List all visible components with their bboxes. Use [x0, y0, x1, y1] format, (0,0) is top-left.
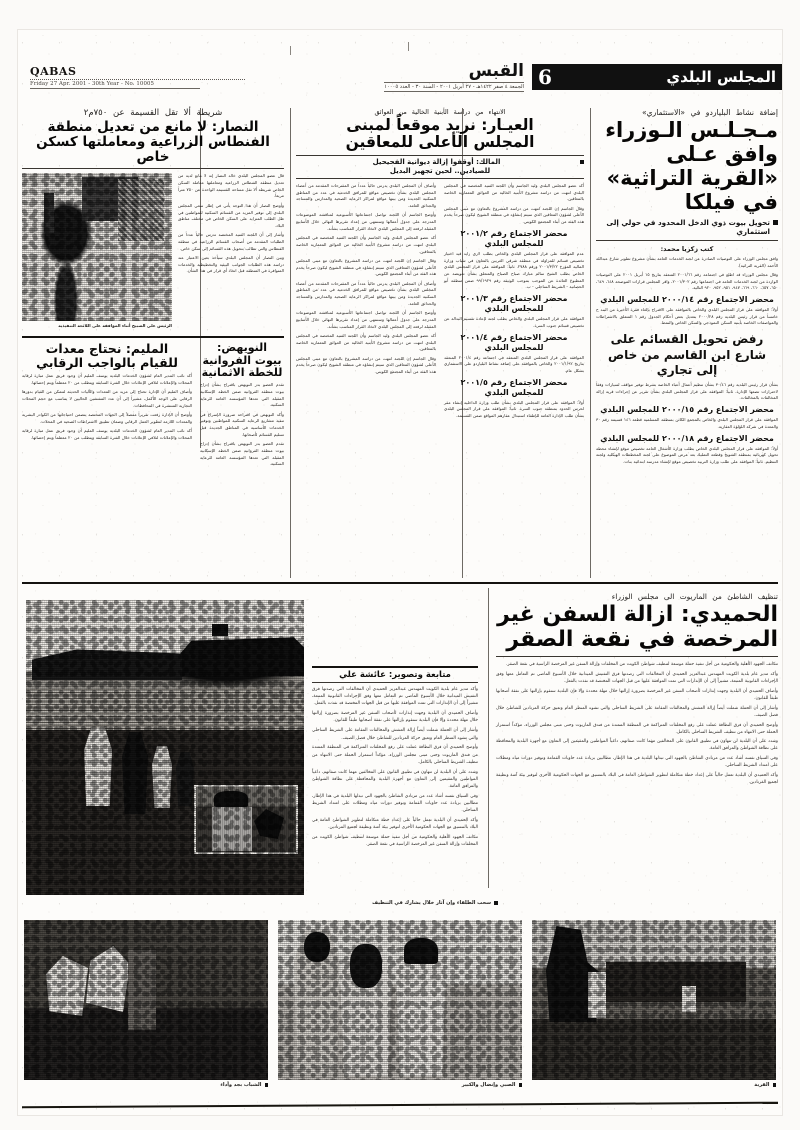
photo-machinery — [532, 920, 776, 1080]
secondary-left-paragraph: تقدم العضو بدر النويهض باقتراح بشأن إدراج بيوت منطقة الفروانية ضمن الخطة الإسكانية المقبلة التي تعدها المؤسسة العامة للرعاية السكنية. — [200, 382, 284, 408]
bottom-caption-left: الشباب بجد وأداء — [220, 1082, 262, 1088]
lead-subhead-big: رفض تحويل القسائم على شارع ابن القاسم من خاص إلى تجاري — [607, 332, 767, 378]
main-paragraph: وأوضح الحميدي أن فرق النظافة عملت على رفع المخلفات المتراكمة في المنطقة الممتدة من فندق الماريوت وحتى مبنى مجلس الوزراء، مؤكداً استمرار الحملة حتى الانتهاء من تنظيف الشريط الساحلي بالكامل. — [496, 722, 778, 735]
secondary-mid-headline-1: المليم: نحتاج معدات — [45, 341, 169, 357]
left-story — [22, 108, 284, 471]
main-paragraph: وأضاف الحميدي أن البلدية وجهت إنذارات لأصحاب السفن غير المرخصة بضرورة إزالتها خلال مهلة محددة وإلا فإن البلدية ستقوم بإزالتها على نفقة أصحابها طبقاً للقانون. — [496, 688, 778, 701]
round-bullet-icon — [494, 901, 498, 905]
section-flag — [532, 64, 782, 90]
hr — [312, 682, 478, 683]
secondary-mid-paragraph: أكد نائب المدير العام لشؤون الخدمات البلدية يوسف المليم أن وجود فريق عمل مبارة لرقابة المحلات والإعلانات لتلافي الإعلانات خلال الفترة السابقة ويتطلب من ٢٠ معظماً ويتم إحصائها. — [22, 428, 192, 440]
register-mark — [290, 46, 291, 55]
left-paragraph: وبين النصار أن المجلس البلدي سيأخذ بعين الاعتبار عند دراسة هذه الطلبات الجوانب البيئية والتخطيطية والخدمات المتوافرة في المنطقة قبل اتخاذ أي قرار في هذا الشأن. — [178, 255, 284, 274]
main-credit-paragraph: وأكد الحميدي أن البلدية تعمل حالياً على إعداد خطة متكاملة لتطوير الشواطئ العامة في البلاد بالتنسيق مع الجهات الحكومية الأخرى لتوفير بيئة آمنة ونظيفة لجميع المرتادين. — [312, 818, 478, 831]
center-col-right — [444, 183, 584, 423]
center-paragraph: أكد عضو المجلس البلدي وليد الجاسم وأن اللجنة الفنية المختصة في المجلس البلدي انتهت من دراسة مشروع الأبنية الخالية من العوائق المعمارية الخاصة بالمعاقين. — [296, 332, 436, 352]
left-paragraph: وأوضح النصار أن هذا التوجه يأتي في إطار سعي المجلس البلدي إلى توفير المزيد من القسائم السكنية للمواطنين في ظل الطلب المتزايد على السكن الخاص في مختلف مناطق البلاد. — [178, 202, 284, 228]
hr — [22, 168, 284, 169]
main-paragraph: وأكد مدير عام بلدية الكويت المهندس عبدالعزيز الحميدي أن المخالفات التي رصدتها فرق التفتيش الميدانية خلال الأسبوع الماضي تم التعامل معها وفق الإجراءات القانونية المتبعة، مشيراً إلى أن الإنذارات التي تمت الموافقة عليها من قبل الجهات المختصة قد نفذت بالفعل. — [496, 671, 778, 685]
center-paragraph: وقال الجاسم إن اللجنة انتهت من دراسة المشروع بالتعاون مع مبنى المجلس الأعلى لشؤون المعاقين الذي سيتم إنشاؤه في منطقة الشويخ ليكون صرحاً يخدم هذه الفئة من أبناء المجتمع الكويتي. — [296, 257, 436, 277]
bottom-photo-center-wrap — [278, 920, 522, 1092]
main-paragraph: وأشار إلى أن الحملة شملت أيضاً إزالة العشش والمخالفات المقامة على الشريط الساحلي والتي تشوه المنظر العام وتعيق حركة المرتادين للشاطئ خلال فصل الصيف. — [496, 705, 778, 718]
center-paragraph: وأضاف أن المجلس البلدي يدرس حالياً عدداً من المقترحات المقدمة من أعضاء المجلس البلدي بشأن تخصيص مواقع للمرافق الخدمية في عدد من المناطق السكنية الجديدة ومن بينها مواقع لمراكز الرعاية الصحية والمدارس والمساجد والحدائق العامة. — [296, 182, 436, 209]
left-text-col-a — [178, 173, 284, 328]
main-paragraph: وشدد على أن البلدية لن تتهاون في تطبيق القانون على المخالفين مهما كانت صفاتهم، داعياً المواطنين والمقيمين إلى التعاون مع أجهزة البلدية والمحافظة على نظافة الشواطئ والمرافق العامة. — [496, 739, 778, 752]
main-credit-paragraph: وشدد على أن البلدية لن تتهاون في تطبيق القانون على المخالفين مهما كانت صفاتهم، داعياً المواطنين والمقيمين إلى التعاون مع أجهزة البلدية والمحافظة على نظافة الشواطئ والمرافق العامة. — [312, 769, 478, 789]
page-number: 6 — [538, 65, 552, 89]
secondary-left-headline-1: النويهض: — [216, 341, 268, 355]
section-rule — [22, 582, 778, 584]
main-credit-paragraph: وأشار إلى أن الحملة شملت أيضاً إزالة العشش والمخالفات المقامة على الشريط الساحلي والتي تشوه المنظر العام وتعيق حركة المرتادين للشاطئ خلال فصل الصيف. — [312, 728, 478, 741]
center-sub-text: الموافقة على قرار المجلس البلدي والخاص بطلب لجنة لإعادة تقسيم البدالة عن تخصيص قسائم جنوب السرة. — [444, 316, 584, 328]
dateline-arabic: الجمعة ٤ صفر ١٤٢٢هـ - ٢٧ أبريل ٢٠٠١ - السنة ٣٠ - العدد ١٠٠٠٥ — [384, 84, 524, 90]
masthead-divider-2 — [30, 88, 200, 89]
secondary-left-headline-3: للخطة الاثمانية — [201, 365, 283, 379]
secondary-mid-headline-2: للقيام بالواجب الرقابي — [36, 355, 178, 371]
lead-sub-text: الموافقة على قرار المجلس البلدي والخاص بالمجمع الكائن بمنطقة المسلمية قطعة ١٤٦ قسيمة رقم ٣٠ والمعدة في شركة اللؤلؤة العقارية. — [596, 417, 779, 429]
section-title: المجلس البلدي — [666, 68, 776, 86]
main-paragraph: وفي السياق نفسه أشاد عدد من مرتادي الشاطئ بالجهود التي تبذلها البلدية في هذا الإطار، مطالبين بزيادة عدد حاويات القمامة وتوفير دورات مياه ومظلات على امتداد الشريط الساحلي. — [496, 756, 778, 769]
hr — [496, 656, 778, 657]
center-subhead: محضر الاجتماع رقم ٢٠٠١/٤ للمجلس البلدي — [460, 332, 568, 352]
lead-sub-text: أولاً: الموافقة على قرار المجلس البلدي والخاص بالموافقة على الاقتراح بإلغاء فقرة الأخيرة من البند ح خامساً من قرار رئيس البلدية رقم ٢٠٠٠/٢٨ بتعديل بعض أحكام الجدول رقم ١ المتعلق بالاشتراطات والمواصفات الخاصة بأبنية السكن النموذجي والسكن الخاص والنمط. — [596, 306, 778, 326]
center-subhead: محضر الاجتماع رقم ٢٠٠١/٥ للمجلس البلدي — [460, 377, 568, 397]
main-story-head — [496, 592, 778, 789]
lead-headline-line1: مـجـلـس الـوزراء وافق عـلى — [605, 118, 778, 166]
lead-paragraph: وقال مجلس الوزراء قد اطلع في اجتماعه رقم ٢٠٠١/٦٦ المنعقد بتاريخ ١٥ أبريل ٢٠٠١ على التوصيات الواردة من لجنة الخدمات العامة في اجتماعها رقم ٢٠٠١/٣٠٢، واقر المجلس قرارات الموضحة ٦٤٨، ٦٤٩، ٦٥٠، ٦٥٧، ٦٦٠، ٦٦٩، ٩٤٧، ٩٥١، ٩٥٢، ٩٢٠ التالية. — [596, 271, 778, 291]
photo-workers — [24, 920, 268, 1080]
main-credit-paragraph: وأكد مدير عام بلدية الكويت المهندس عبدالعزيز الحميدي أن المخالفات التي رصدتها فرق التفتيش الميدانية خلال الأسبوع الماضي تم التعامل معها وفق الإجراءات القانونية المتبعة، مشيراً إلى أن الإنذارات التي تمت الموافقة عليها من قبل الجهات المختصة قد نفذت بالفعل. — [312, 687, 478, 707]
main-kicker: تنظيف الشاطئ من الماريوت الى مجلس الوزراء — [611, 592, 778, 601]
secondary-mid-paragraph: وأضاف المليم أن الإدارة تحتاج إلى مزيد من المعدات والآليات الحديثة لتتمكن من القيام بدورها الرقابي على الوجه الأكمل، مشيراً إلى أن عدد المفتشين الحاليين لا يتناسب مع حجم المحلات التجارية المنتشرة في المحافظات. — [22, 389, 192, 408]
round-bullet-icon — [265, 1083, 269, 1087]
center-sub-text: أولاً: الموافقة على قرار المجلس البلدي بشأن طلب وزارة الداخلية إنشاء مقر لحرس الحدود بمنطقة جنوب السرة. ثانياً: الموافقة على قرار المجلس البلدي بشأن طلب الإدارة العامة للإطفاء استبدال عقارهم المواقع ضمن القسيمة. — [444, 399, 584, 419]
left-photo-wrap — [22, 173, 172, 328]
left-headline-line1: النصار: لا مانع من تعديل منطقة — [47, 119, 259, 135]
dateline-english: Friday 27 Apr. 2001 - 30th Year - No. 10005 — [30, 81, 155, 87]
secondary-left-paragraph: وأكد النويهض في اقتراحه ضرورة الإسراع في تنفيذ مشاريع الرعاية السكنية للمواطنين وتوفير الخدمات الأساسية في المناطق الجديدة قبل تسليم القسائم لأصحابها. — [200, 411, 284, 437]
bottom-caption-center: الصبي وإنضال والكبير — [461, 1082, 516, 1088]
square-bullet-icon — [773, 220, 778, 225]
left-photo-caption: الرئيس علي الصبيح أثناء الموافقة على اللائحة التنفيذية — [58, 323, 172, 329]
lead-sub-text: أولاً: الموافقة على قرار المجلس البلدي الخاص بطلب وزارة الأشغال العامة تخصيص موقع لإنشاء محطة تحويل كهربائية بمنطقة الشويخ وقطعة التمليك بعد عرض الموضوع على لجنة المخططات الهيكلية ولجنة التنظيم. ثانياً: الموافقة على طلب وزارة التربية تخصيص موقع لإنشاء مدرسة ابتدائية بنات. — [596, 445, 778, 464]
left-paragraph: وأشار إلى أن اللجنة الفنية المختصة تدرس حالياً عدداً من الطلبات المقدمة من أصحاب القسائم الزراعية في منطقة الفنطاس والتي تطالب بتحويل هذه القسائم إلى سكن خاص. — [178, 232, 284, 251]
left-paragraph: قال عضو المجلس البلدي خالد النصار إنه لا مانع لديه من تعديل منطقة الفنطاس الزراعية ومعاملتها معاملة السكن الخاص شريطة ألا تقل مساحة القسيمة الواحدة عن ٧٥٠ متراً مربعاً. — [178, 173, 284, 199]
center-bullet-head-2: للصيادين.. لحين تجهيز البديل — [389, 166, 491, 175]
secondary-left-story — [200, 342, 284, 470]
photo-harbour — [26, 600, 304, 895]
publication-logo-ar: القبس — [468, 61, 524, 81]
publication-logo-en: QABAS — [30, 65, 77, 78]
lead-subdeck: تحويل بيوت ذوي الدخل المحدود في حولي إلى استثماري — [606, 218, 770, 237]
bottom-photo-left-wrap — [24, 920, 268, 1092]
center-headline-line1: العيـار: نريد موقعاً لمبنى — [346, 116, 534, 134]
register-mark — [408, 42, 409, 51]
main-headline-line1: الحميدي: ازالة السفن غير — [497, 602, 778, 627]
photo-portrait — [22, 173, 172, 321]
round-bullet-icon — [773, 1083, 777, 1087]
square-bullet-icon — [580, 160, 584, 164]
photo-halftone — [26, 600, 304, 895]
lead-subhead: محضر الاجتماع رقم ٢٠٠٠/١٨ للمجلس البلدي — [600, 433, 774, 443]
inset-caption-row — [308, 900, 498, 906]
round-bullet-icon — [519, 1083, 523, 1087]
center-bullet-head-1: المالك: أوقفوا إزالة ديوانية الفحيحيل — [372, 157, 501, 166]
lead-byline: كتب زكريا محمد: — [660, 244, 714, 253]
center-sub-text: عدم الموافقة على قرار المجلس البلدي والخاص بطلب لاري زايد قيد اختيار تخصيص قسائم للمزاولة في منطقة شرقي الغربين بالتعاون في شباب وزارة المالية المؤرخ ٢٠٠١/٣/٢٢ ورقم ٢٧٨٨. ثانياً: الموافقة على قرار المجلس البلدي الخاص بطلب الشيخ سالم مبارك صباح الصباح والمتعلق بشأن تعويضه عن المطبوع العائدة عن الموجب بموجب الوثيقة رقم ٩٩/١٩٢٩ ضمن منطقة أبو الحصانية - الشريط الساحلي - ب. — [444, 250, 584, 290]
main-credit: متابعة وتصوير: عائشة علي — [339, 670, 451, 680]
column-divider — [488, 588, 489, 888]
column-divider — [290, 108, 291, 578]
hr — [296, 155, 584, 156]
photo-halftone — [278, 920, 522, 1080]
photo-halftone — [22, 173, 172, 321]
inset-caption: سحب الطلقاء وإن آثار خلال يشارك في التنظيف — [372, 900, 491, 906]
center-story — [296, 108, 584, 422]
column-divider — [590, 108, 591, 578]
lead-subhead: محضر الاجتماع رقم ٢٠٠٠/١٥ للمجلس البلدي — [600, 405, 774, 415]
center-sub-text: الموافقة على قرار المجلس البلدي المنعقد في اجتماعه رقم ٢٠٠١/٤ المنعقد بتاريخ ٢٠٠١/١/٩٢ والخاص بالموافقة على إضافة نشاط البلياردو على الاستثماري بشكل عام. — [444, 354, 585, 373]
main-credit-paragraph: وأضاف الحميدي أن البلدية وجهت إنذارات لأصحاب السفن غير المرخصة بضرورة إزالتها خلال مهلة محددة وإلا فإن البلدية ستقوم بإزالتها على نفقة أصحابها طبقاً للقانون. — [312, 711, 478, 724]
lead-sub-text: بشأن قرار رئيس البلدية رقم ٣٠/٤٦ بشأن تنظيم أعمال أعباء الخاصة بشرط توفير مواقف لسيارات وفقاً لاحترازات تضعها الإدارة. ثانياً: الموافقة على قرار المجلس البلدي بشأن تقرير عن إجراءات قرية إزالة المخالفات بالمخالفات. — [596, 381, 778, 401]
center-paragraph: وأوضح الجاسم أن اللجنة تواصل اجتماعاتها الأسبوعية لمناقشة الموضوعات المدرجة على جدول أعمالها وستنتهي من إعداد تقريرها النهائي خلال الأسابيع المقبلة لرفعه إلى المجلس البلدي لاتخاذ القرار المناسب بشأنه. — [296, 310, 436, 329]
hr-thick — [312, 666, 478, 668]
hr — [596, 240, 778, 241]
lead-subhead: محضر الاجتماع رقم ٢٠٠٠/١٤ للمجلس البلدي — [600, 294, 774, 304]
center-kicker: الانتهاء من دراسة الأبنية الخالية من العوائق — [374, 108, 506, 116]
center-paragraph: وأضاف أن المجلس البلدي يدرس حالياً عدداً من المقترحات المقدمة من أعضاء المجلس البلدي بشأن تخصيص مواقع للمرافق الخدمية في عدد من المناطق السكنية الجديدة ومن بينها مواقع لمراكز الرعاية الصحية والمدارس والمساجد والحدائق العامة. — [296, 280, 436, 306]
secondary-mid-story — [22, 342, 192, 470]
bottom-caption-right: القرية — [754, 1082, 770, 1088]
photo-halftone — [532, 920, 776, 1080]
arabic-logo-block — [384, 63, 524, 92]
center-col-left — [296, 183, 436, 423]
main-paragraph: تتكاتف الجهود الأهلية والحكومية من أجل تنفيذ حملة موسعة لتنظيف شواطئ الكويت من المخلفات وإزالة السفن غير المرخصة الراسية في نقعة الصقر. — [506, 662, 778, 668]
lead-kicker: إضافة نشاط البلياردو في «الاستثماري» — [642, 108, 778, 117]
left-kicker: شريطة ألا تقل القسيمة عن ٧٥٠م٢ — [83, 108, 223, 118]
lead-headline-line2: «القرية التراثية» في فيلكا — [606, 166, 778, 214]
center-paragraph: وقال الجاسم إن اللجنة انتهت من دراسة المشروع بالتعاون مع مبنى المجلس الأعلى لشؤون المعاقين الذي سيتم إنشاؤه في منطقة الشويخ ليكون صرحاً يخدم هذه الفئة من أبناء المجتمع الكويتي. — [444, 205, 584, 225]
center-paragraph: وأوضح الجاسم أن اللجنة تواصل اجتماعاتها الأسبوعية لمناقشة الموضوعات المدرجة على جدول أعمالها وستنتهي من إعداد تقريرها النهائي خلال الأسابيع المقبلة لرفعه إلى المجلس البلدي لاتخاذ القرار المناسب بشأنه. — [296, 212, 436, 231]
main-credit-col — [312, 666, 478, 851]
secondary-left-headline-2: بيوت الفروانية — [202, 353, 282, 367]
bottom-photo-right-wrap — [532, 920, 776, 1092]
center-headline-line2: المجلس الأعلى للمعاقين — [345, 133, 535, 152]
english-logo-block — [30, 65, 245, 89]
secondary-mid-paragraph: وأوضح أن الإدارة رفعت تقريراً مفصلاً إلى الجهات المختصة يتضمن احتياجاتها من الكوادر البشرية والمعدات اللازمة لتطوير العمل الرقابي وضمان تطبيق الاشتراطات الصحية في المحلات. — [22, 412, 192, 424]
lower-section — [22, 588, 778, 1100]
main-credit-paragraph: وفي السياق نفسه أشاد عدد من مرتادي الشاطئ بالجهود التي تبذلها البلدية في هذا الإطار، مطالبين بزيادة عدد حاويات القمامة وتوفير دورات مياه ومظلات على امتداد الشريط الساحلي. — [312, 793, 478, 814]
center-subhead: محضر الاجتماع رقم ٢٠٠١/٣ للمجلس البلدي — [460, 294, 568, 314]
center-paragraph: أكد عضو المجلس البلدي وليد الجاسم وأن اللجنة الفنية المختصة في المجلس البلدي انتهت من دراسة مشروع الأبنية الخالية من العوائق المعمارية الخاصة بالمعاقين. — [296, 235, 436, 254]
hr — [296, 178, 584, 179]
center-paragraph: أكد عضو المجلس البلدي وليد الجاسم وأن اللجنة الفنية المختصة في المجلس البلدي انتهت من دراسة مشروع الأبنية الخالية من العوائق المعمارية الخاصة بالمعاقين. — [444, 182, 584, 202]
center-subhead: محضر الاجتماع رقم ٢٠٠١/٢ للمجلس البلدي — [460, 228, 568, 248]
secondary-left-paragraph: تقدم العضو بدر النويهض باقتراح بشأن إدراج بيوت منطقة الفروانية ضمن الخطة الإسكانية المقبلة التي تعدها المؤسسة العامة للرعاية السكنية. — [200, 441, 284, 467]
main-headline-line2: المرخصة في نقعة الصقر — [506, 626, 778, 652]
left-headline-line2: الفنطاس الزراعية ومعاملتها كسكن خاص — [36, 134, 270, 166]
center-paragraph: وقال الجاسم إن اللجنة انتهت من دراسة المشروع بالتعاون مع مبنى المجلس الأعلى لشؤون المعاقين الذي سيتم إنشاؤه في منطقة الشويخ ليكون صرحاً يخدم هذه الفئة من أبناء المجتمع الكويتي. — [296, 355, 436, 375]
photo-men-standing — [278, 920, 522, 1080]
upper-section — [22, 108, 778, 578]
main-paragraph: وأكد الحميدي أن البلدية تعمل حالياً على إعداد خطة متكاملة لتطوير الشواطئ العامة في البلاد بالتنسيق مع الجهات الحكومية الأخرى لتوفير بيئة آمنة ونظيفة لجميع المرتادين. — [496, 773, 778, 786]
lead-paragraph: وافق مجلس الوزراء على التوصيات الصادرة عن لجنة الخدمات العامة بشأن مشروع تطوير شارع عبدالله الأحمد (القرية التراثية). — [596, 255, 778, 268]
main-credit-paragraph: وأوضح الحميدي أن فرق النظافة عملت على رفع المخلفات المتراكمة في المنطقة الممتدة من فندق الماريوت وحتى مبنى مجلس الوزراء، مؤكداً استمرار الحملة حتى الانتهاء من تنظيف الشريط الساحلي بالكامل. — [312, 745, 478, 765]
main-credit-paragraph: تتكاتف الجهود الأهلية والحكومية من أجل تنفيذ حملة موسعة لتنظيف شواطئ الكويت من المخلفات وإزالة السفن غير المرخصة الراسية في نقعة الصقر. — [312, 835, 478, 848]
lead-story — [596, 108, 778, 468]
masthead — [18, 62, 782, 107]
hr-thick — [22, 336, 284, 338]
masthead-divider — [30, 79, 245, 80]
photo-halftone — [24, 920, 268, 1080]
secondary-mid-paragraph: أكد نائب المدير العام لشؤون الخدمات البلدية يوسف المليم أن وجود فريق عمل مبارة لرقابة المحلات والإعلانات لتلافي الإعلانات خلال الفترة السابقة ويتطلب من ٢٠ معظماً ويتم إحصائها. — [22, 373, 192, 386]
bottom-photo-row — [24, 920, 776, 1092]
